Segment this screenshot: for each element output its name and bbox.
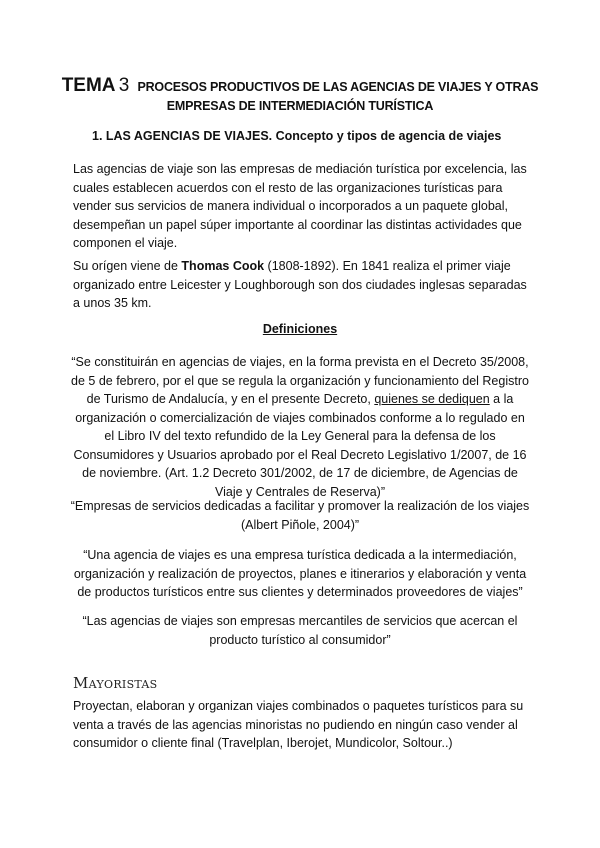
definitions-heading: Definiciones [262,322,338,336]
definition-quote-1 [70,353,530,501]
mayoristas-heading: Mayoristas [73,674,158,692]
tema-title: PROCESOS PRODUCTIVOS DE LAS AGENCIAS DE VIAJES Y OTRAS EMPRESAS DE INTERMEDIACIÓN TURÍSTICA [137,80,539,113]
origin-name: Thomas Cook [181,259,265,273]
origin-text-before: Su orígen viene de [73,259,182,273]
page-title [60,76,540,116]
quote-1-before: “Se constituirán en agencias de viajes, en la forma prevista en el Decreto 35/2008, de 5 de febrero, por el que se regula la organización y funcionamiento del Registro de Turismo de Andalucía, y en el presente Decreto, [71,355,529,406]
tema-number: 3 [118,75,130,96]
definition-quote-3: “Una agencia de viajes es una empresa turística dedicada a la intermediación, organización y realización de proyectos, planes e itinerarios y elaboración y venta de productos turísticos entre sus clientes y determinados proveedores de viajes” [73,548,527,599]
origin-paragraph [73,257,529,313]
mayoristas-paragraph: Proyectan, elaboran y organizan viajes combinados o paquetes turísticos para su venta a través de las agencias minoristas no pudiendo en ningún caso vender al consumidor o cliente final (Travelplan, Iberojet, Mundicolor, Soltour..) [73,699,524,750]
quote-1-underlined: quienes se dediquen [374,392,490,406]
quote-1-after: a la organización o comercialización de viajes combinados conforme a lo regulado en el Libro IV del texto refundido de la Ley General para la defensa de los Consumidores y Usuarios aprobado por el Real Decreto Legislativo 1/2007, de 16 de noviembre. (Art. 1.2 Decreto 301/2002, de 17 de diciembre, de Agencias de Viaje y Centrales de Reserva)” [73,392,527,499]
origin-text-after: (1808-1892). En 1841 realiza el primer viaje organizado entre Leicester y Loughborough son dos ciudades inglesas separadas a unos 35 km. [73,259,527,310]
definition-quote-4: “Las agencias de viajes son empresas mercantiles de servicios que acercan el producto turístico al consumidor” [82,614,518,647]
definition-quote-2: “Empresas de servicios dedicadas a facilitar y promover la realización de los viajes (Albert Piñole, 2004)” [70,499,530,532]
tema-label: TEMA [61,75,116,96]
intro-paragraph: Las agencias de viaje son las empresas de mediación turística por excelencia, las cuales establecen acuerdos con el resto de las organizaciones turísticas para vender sus servicios de manera individual o incorporados a un paquete global, desempeñan un papel súper importante al coordinar las distintas actividades que componen el viaje. [73,162,527,250]
section-heading: 1. LAS AGENCIAS DE VIAJES. Concepto y tipos de agencia de viajes [92,129,502,143]
